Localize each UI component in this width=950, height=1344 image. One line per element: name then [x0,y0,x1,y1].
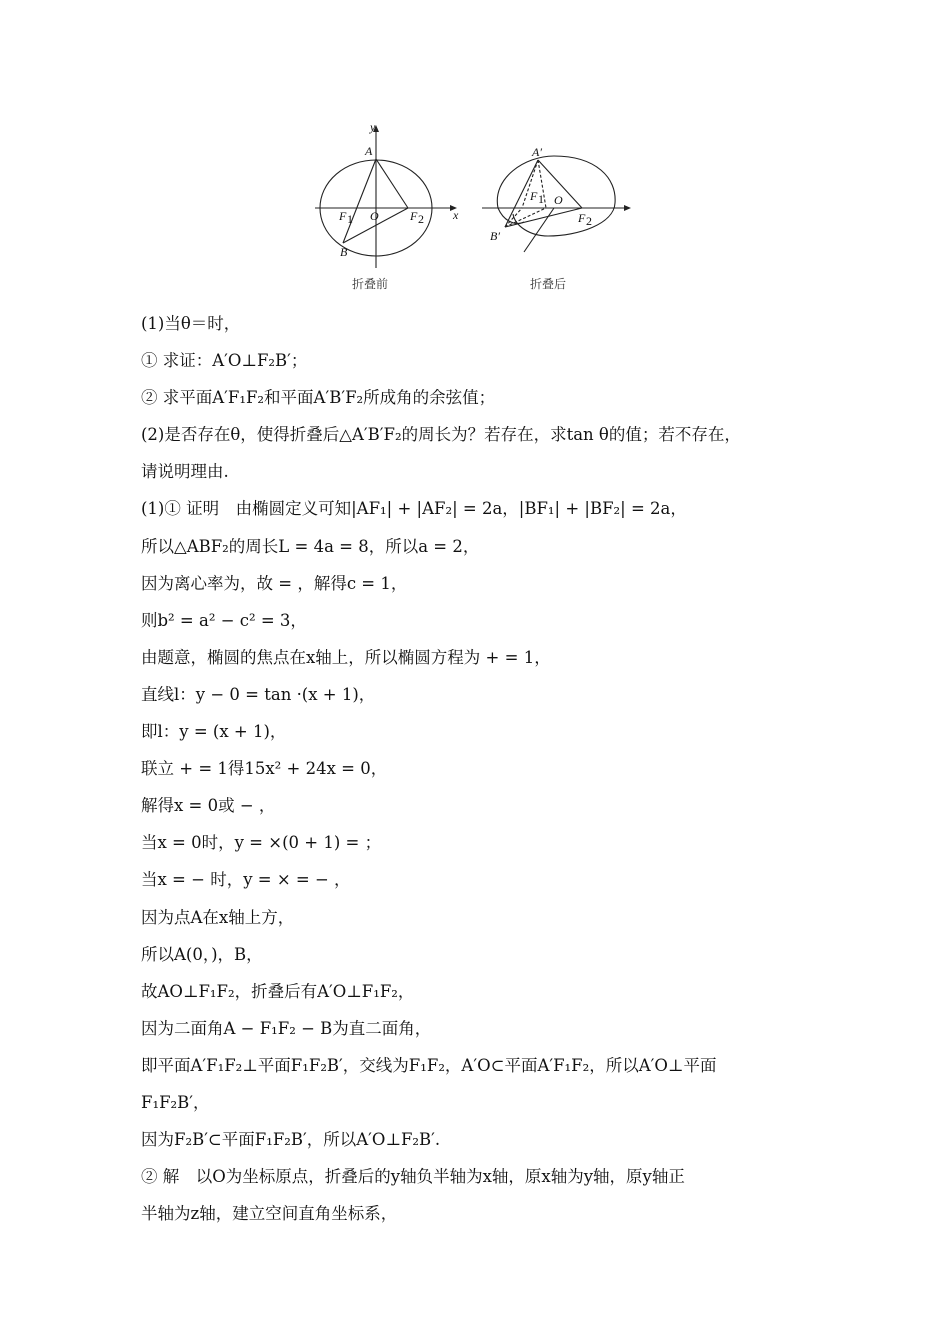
x-axis-after-arrow [624,205,631,211]
caption-after: 折叠后 [530,277,567,291]
text-line: ② 解 以O为坐标原点，折叠后的y轴负半轴为x轴，原x轴为y轴，原y轴正 [141,1167,685,1187]
folded-axis [524,208,554,252]
figure-before-after [310,118,650,298]
text-line: 因为F₂B′⊂平面F₁F₂B′，所以A′O⊥F₂B′. [141,1130,441,1150]
text-line: 联立 + = 1得15x² + 24x = 0， [141,759,388,779]
text-line: 则b² = a² − c² = 3， [141,610,307,630]
spacer [330,159,376,240]
label-B: B [340,245,348,259]
label-F1-after: F [530,189,538,203]
text-line: 即平面A′F₁F₂⊥平面F₁F₂B′，交线为F₁F₂，A′O⊂平面A′F₁F₂，所以A′O⊥平面 [141,1055,717,1075]
label-F2: F [410,209,418,223]
label-O-after: O [554,193,563,207]
figure-ellipse-folding [310,118,650,298]
label-F1: F [339,209,347,223]
text-line: 当x = 0时，y = ×(0 + 1) = ； [141,833,382,853]
text-line: ① 求证：A′O⊥F₂B′； [141,351,308,371]
label-F1-sub: 1 [347,212,353,226]
segment-AB [343,159,376,243]
text-line: 直线l：y − 0 = tan ·(x + 1)， [141,684,376,704]
text-line: 因为离心率为，故 = ，解得c = 1， [141,573,408,593]
label-B-prime: B′ [490,229,500,243]
label-y: y [370,120,376,134]
text-line: 当x = − 时，y = × = − ， [141,870,351,890]
text-line: 半轴为z轴，建立空间直角坐标系， [141,1204,398,1224]
text-line: 因为点A在x轴上方， [141,907,295,927]
text-line: ② 求平面A′F₁F₂和平面A′B′F₂所成角的余弦值； [141,388,496,408]
figure-before [315,125,457,268]
text-line: F₁F₂B′， [141,1092,210,1112]
text-line: 因为二面角A − F₁F₂ − B为直二面角， [141,1018,432,1038]
text-line: (2)是否存在θ，使得折叠后△A′B′F₂的周长为？若存在，求tan θ的值；若不存在， [141,425,741,445]
text-body [141,305,831,1232]
label-A: A [365,144,373,158]
text-line: (1)① 证明 由椭圆定义可知|AF₁| + |AF₂| = 2a，|BF₁| + |BF₂| = 2a， [141,499,687,519]
text-line: 即l：y = (x + 1)， [141,722,287,742]
text-line: 所以△ABF₂的周长L = 4a = 8，所以a = 2， [141,536,480,556]
caption-before: 折叠前 [352,277,389,291]
label-F2-after-sub: 2 [586,214,592,228]
text-line: 由题意，椭圆的焦点在x轴上，所以椭圆方程为 + = 1， [141,647,551,667]
segment-B-O [505,208,546,227]
label-F2-sub: 2 [418,212,424,226]
label-A-prime: A′ [532,145,542,159]
text-line: 解得x = 0或 − ， [141,796,276,816]
label-x: x [453,208,459,222]
text-line: 所以A(0，)，B， [141,944,263,964]
text-line: 故AO⊥F₁F₂，折叠后有A′O⊥F₁F₂， [141,981,415,1001]
text-line: 请说明理由. [141,462,229,482]
label-F2-after: F [578,211,586,225]
label-F1-after-sub: 1 [538,192,544,206]
text-line: (1)当θ＝时， [141,314,241,333]
label-O: O [370,209,379,223]
